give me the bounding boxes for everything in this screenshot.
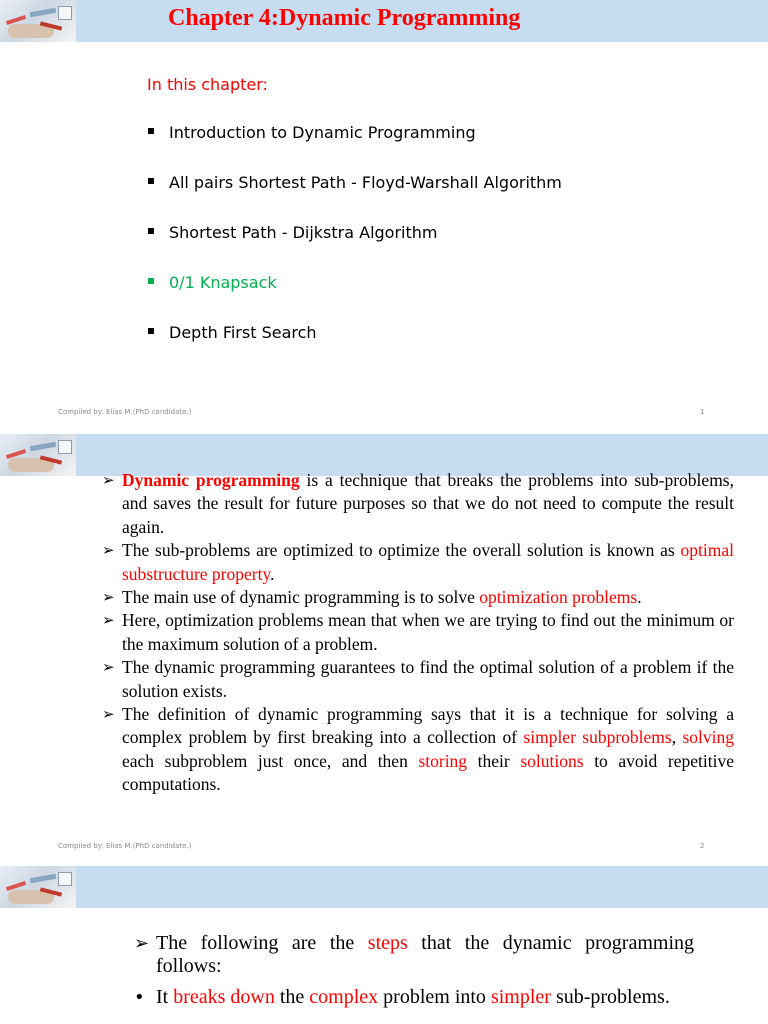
topic-item: Introduction to Dynamic Programming xyxy=(147,123,562,173)
list-item: ➢ The main use of dynamic programming is to solve optimization problems. xyxy=(102,586,734,609)
steps-list xyxy=(134,932,694,1017)
slide-footer: Compiled by: Elias M.(PhD candidate.) xyxy=(58,842,192,850)
arrow-bullet-icon: ➢ xyxy=(102,658,115,677)
intro-label: In this chapter: xyxy=(147,75,268,94)
arrow-bullet-icon: ➢ xyxy=(102,541,115,560)
slide-1 xyxy=(0,0,768,432)
topic-item: 0/1 Knapsack xyxy=(147,273,562,323)
list-item: ➢ The sub-problems are optimized to optimize the overall solution is known as optimal substructure property. xyxy=(102,540,734,584)
arrow-bullet-icon: ➢ xyxy=(102,471,115,489)
arrow-bullet-icon: ➢ xyxy=(102,611,115,630)
header-band xyxy=(0,866,768,908)
header-logo-image xyxy=(0,0,76,42)
header-logo-image xyxy=(0,434,76,476)
topic-list xyxy=(147,123,562,373)
list-item: • It breaks down the complex problem into simpler sub-problems. xyxy=(134,986,670,1008)
arrow-bullet-icon: ➢ xyxy=(102,705,115,724)
list-item: ➢ The dynamic programming guarantees to find the optimal solution of a problem if the solution exists. xyxy=(102,657,734,701)
list-item: ➢ The following are the steps that the dynamic programming follows: xyxy=(134,932,694,977)
dot-bullet-icon: • xyxy=(134,987,145,1008)
slide-2 xyxy=(0,434,768,862)
topic-item: Shortest Path - Dijkstra Algorithm xyxy=(147,223,562,273)
topic-item: All pairs Shortest Path - Floyd-Warshall Algorithm xyxy=(147,173,562,223)
arrow-bullet-icon: ➢ xyxy=(134,933,150,954)
page-number: 1 xyxy=(700,408,705,416)
list-item: ➢ Dynamic programming is a technique that breaks the problems into sub-problems, and saves the result for future purposes so that we do not need to compute the result again. xyxy=(102,470,734,537)
arrow-bullet-icon: ➢ xyxy=(102,588,115,607)
chapter-title: Chapter 4:Dynamic Programming xyxy=(168,5,521,31)
definition-list xyxy=(102,469,734,797)
topic-item: Depth First Search xyxy=(147,323,562,373)
square-bullet-icon xyxy=(148,278,154,284)
page-number: 2 xyxy=(700,842,705,850)
square-bullet-icon xyxy=(148,328,154,334)
header-logo-image xyxy=(0,866,76,908)
slide-footer: Compiled by: Elias M.(PhD candidate.) xyxy=(58,408,192,416)
square-bullet-icon xyxy=(148,228,154,234)
list-item: ➢ Here, optimization problems mean that when we are trying to find out the minimum or the maximum solution of a problem. xyxy=(102,610,734,654)
square-bullet-icon xyxy=(148,178,154,184)
list-item: ➢ The definition of dynamic programming says that it is a technique for solving a complex problem by first breaking into a collection of simpler subproblems, solving each subproblem just once, and then storing their solutions to avoid repetitive computations. xyxy=(102,704,735,795)
square-bullet-icon xyxy=(148,128,154,134)
